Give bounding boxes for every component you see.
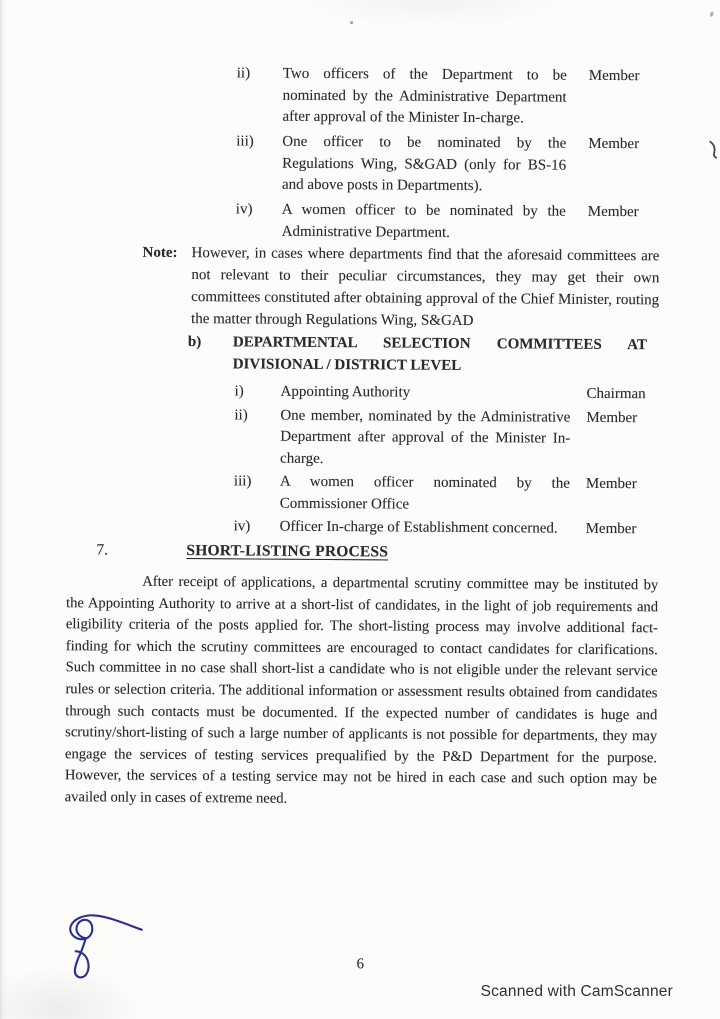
section-b-title-line1: DEPARTMENTAL SELECTION COMMITTEES AT <box>232 334 647 354</box>
note-block <box>142 242 660 334</box>
scan-artifact-dot <box>350 21 353 24</box>
committee-member-row <box>234 516 645 540</box>
scan-artifact-mark <box>708 141 718 159</box>
scan-artifact-dot <box>710 11 714 17</box>
item-numeral: ii) <box>236 65 251 82</box>
note-text: However, in cases where departments find that the aforesaid committees are not relevant to their peculiar circumstances, they may get their own committees constituted after obtaining approval of the Chief Minister, routing the matter through Regulations Wing, S&GAD <box>190 245 660 330</box>
committee-member-row <box>234 471 645 517</box>
item-role: Member <box>588 67 640 85</box>
item-numeral: i) <box>234 383 244 400</box>
item-text: Appointing Authority <box>280 383 411 401</box>
committee-member-row <box>236 199 639 245</box>
committee-member-row <box>234 381 645 405</box>
section-b-title <box>233 331 647 378</box>
item-text: One officer to be nominated by the Regulations Wing, S&GAD (only for BS-16 and above posts in Departments). <box>281 133 567 195</box>
short-listing-paragraph: After receipt of applications, a departmental scrutiny committee may be instituted by the Appointing Authority to arrive at a short-list of candidates, in the light of job requirements and eligibility criteria of the posts applied for. The short-listing process may involve additional fact-finding for which the scrutiny committees are encouraged to contact candidates for clarifications. Such committee in no case shall short-list a candidate who is not eligible under the relevant service rules or selection criteria. The additional information or assessment results obtained from candidates through such contacts must be documented. If the expected number of candidates is huge and scrutiny/short-listing of such a large number of applicants is not possible for departments, they may engage the services of testing services prequalified by the P&D Department for the purpose. However, the services of a testing service may not be hired in each case and such option may be availed only in cases of extreme need. <box>64 573 659 807</box>
signature-ink <box>48 897 147 984</box>
item-numeral: iii) <box>233 473 252 490</box>
committee-member-row <box>236 63 639 130</box>
item-role: Member <box>585 520 637 538</box>
section-b-heading <box>188 331 647 378</box>
item-text: A women officer nominated by the Commissioner Office <box>279 473 570 513</box>
committee-list-divisional <box>234 381 646 542</box>
item-role: Member <box>588 135 640 153</box>
item-role: Member <box>587 203 639 221</box>
item-role: Member <box>586 409 638 426</box>
item-role: Chairman <box>586 385 646 403</box>
item-numeral: iii) <box>236 133 254 150</box>
note-label: Note: <box>142 244 178 261</box>
section-7-heading <box>96 538 388 563</box>
page-number: 6 <box>356 956 365 973</box>
section-b-title-line2: DIVISIONAL / DISTRICT LEVEL <box>232 356 462 374</box>
committee-member-row <box>236 131 639 198</box>
item-numeral: iv) <box>235 201 253 218</box>
item-text: Two officers of the Department to be nominated by the Administrative Department after approval of the Minister In-charge. <box>282 65 567 127</box>
item-numeral: iv) <box>233 518 251 535</box>
committee-list-secretariat <box>236 63 640 248</box>
item-text: One member, nominated by the Administrative Department after approval of the Minister In-charge. <box>280 407 571 467</box>
item-role: Member <box>585 475 637 493</box>
section-7-title: SHORT-LISTING PROCESS <box>186 542 389 561</box>
item-numeral: ii) <box>234 406 248 423</box>
committee-member-row <box>234 405 646 472</box>
camscanner-watermark: Scanned with CamScanner <box>480 983 673 1000</box>
section-b-label: b) <box>187 334 202 351</box>
section-7-number: 7. <box>96 541 109 559</box>
item-text: Officer In-charge of Establishment concerned. <box>279 518 558 537</box>
item-text: A women officer to be nominated by the Administrative Department. <box>281 201 566 241</box>
